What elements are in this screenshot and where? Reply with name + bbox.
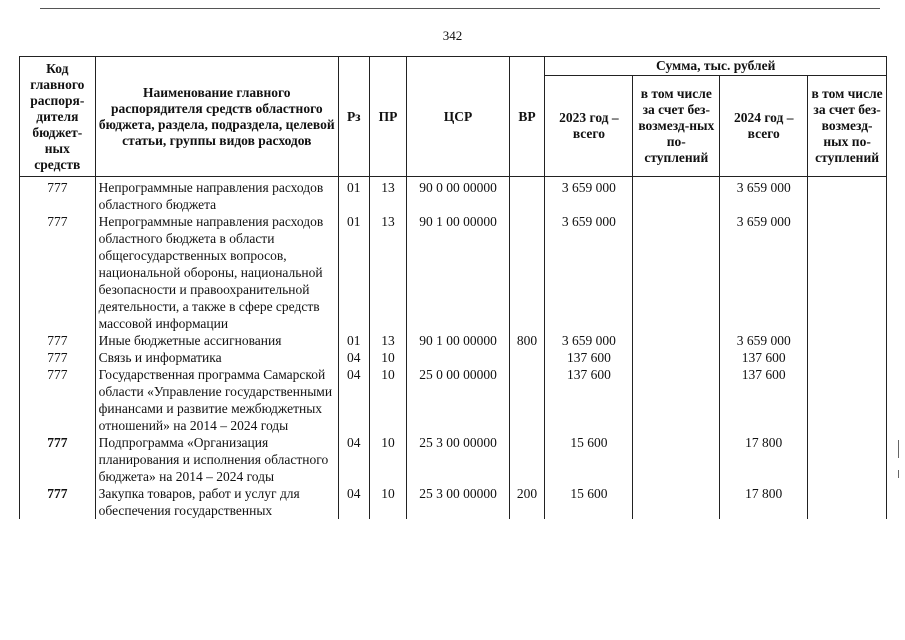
top-rule (40, 8, 880, 9)
cell-2024-total: 137 600 (720, 349, 808, 366)
cell-name: Связь и информатика (95, 349, 338, 366)
cell-csr: 25 3 00 00000 (407, 485, 509, 520)
cell-2023-incl (633, 366, 720, 434)
cell-code: 777 (20, 177, 96, 214)
cell-pr: 13 (369, 177, 407, 214)
cell-2024-incl (808, 349, 887, 366)
cell-rz: 01 (338, 177, 369, 214)
cell-2023-incl (633, 177, 720, 214)
cell-pr: 10 (369, 434, 407, 485)
header-pr: ПР (369, 57, 407, 177)
cell-csr (407, 349, 509, 366)
cell-2023-incl (633, 349, 720, 366)
cell-code: 777 (20, 366, 96, 434)
cell-2024-incl (808, 332, 887, 349)
cell-2024-incl (808, 177, 887, 214)
cell-code: 777 (20, 332, 96, 349)
cell-2024-total: 3 659 000 (720, 177, 808, 214)
cell-rz: 01 (338, 213, 369, 332)
cell-name: Закупка товаров, работ и услуг для обеспечения государственных (95, 485, 338, 520)
cell-rz: 04 (338, 366, 369, 434)
table-row (20, 434, 887, 485)
cell-code: 777 (20, 349, 96, 366)
cell-pr: 13 (369, 213, 407, 332)
table-row (20, 177, 887, 214)
cell-csr: 90 1 00 00000 (407, 332, 509, 349)
cell-2023-total: 15 600 (545, 485, 633, 520)
budget-table (19, 56, 887, 520)
cell-csr: 90 1 00 00000 (407, 213, 509, 332)
header-2023-total: 2023 год – всего (545, 76, 633, 177)
cell-code: 777 (20, 485, 96, 520)
header-sum-group: Сумма, тыс. рублей (545, 57, 887, 76)
cell-2024-incl (808, 213, 887, 332)
cell-csr: 25 3 00 00000 (407, 434, 509, 485)
cell-2024-total: 3 659 000 (720, 332, 808, 349)
cell-name: Государственная программа Самарской области «Управление государственными финансами и развитие межбюджетных отношений» на 2014 – 2024 годы (95, 366, 338, 434)
cell-2023-incl (633, 434, 720, 485)
cell-2024-total: 17 800 (720, 485, 808, 520)
cell-2024-incl (808, 366, 887, 434)
cell-2023-incl (633, 213, 720, 332)
table-body (20, 177, 887, 520)
cell-name: Непрограммные направления расходов областного бюджета (95, 177, 338, 214)
table-row (20, 332, 887, 349)
cell-2023-total: 3 659 000 (545, 213, 633, 332)
cell-rz: 04 (338, 349, 369, 366)
cell-2024-incl (808, 434, 887, 485)
header-2024-total: 2024 год – всего (720, 76, 808, 177)
cell-2023-total: 3 659 000 (545, 332, 633, 349)
table-row (20, 349, 887, 366)
cell-name: Непрограммные направления расходов областного бюджета в области общегосударственных вопросов, национальной обороны, национальной безопасности и правоохранительной деятельности, а также в сфере средств массовой информации (95, 213, 338, 332)
cell-2024-total: 3 659 000 (720, 213, 808, 332)
header-vr: ВР (509, 57, 545, 177)
cell-vr (509, 434, 545, 485)
cell-2023-total: 137 600 (545, 349, 633, 366)
cell-vr (509, 213, 545, 332)
cell-2023-total: 15 600 (545, 434, 633, 485)
cell-name: Подпрограмма «Организация планирования и исполнения областного бюджета» на 2014 – 2024 годы (95, 434, 338, 485)
cell-code: 777 (20, 213, 96, 332)
cell-vr: 200 (509, 485, 545, 520)
cell-vr: 800 (509, 332, 545, 349)
header-rz: Рз (338, 57, 369, 177)
cell-pr: 10 (369, 349, 407, 366)
cell-rz: 04 (338, 434, 369, 485)
cell-2024-total: 137 600 (720, 366, 808, 434)
cell-2023-incl (633, 485, 720, 520)
cell-2023-incl (633, 332, 720, 349)
cell-pr: 10 (369, 485, 407, 520)
header-2024-incl: в том числе за счет без-возмезд-ных по-ступлений (808, 76, 887, 177)
cell-2024-incl (808, 485, 887, 520)
cell-vr (509, 366, 545, 434)
page-number: 342 (442, 28, 463, 43)
cell-2023-total: 137 600 (545, 366, 633, 434)
cell-2024-total: 17 800 (720, 434, 808, 485)
table-row (20, 485, 887, 520)
table-row (20, 366, 887, 434)
cell-pr: 10 (369, 366, 407, 434)
cell-csr: 25 0 00 00000 (407, 366, 509, 434)
header-csr: ЦСР (407, 57, 509, 177)
cell-code: 777 (20, 434, 96, 485)
cell-rz: 04 (338, 485, 369, 520)
cell-2023-total: 3 659 000 (545, 177, 633, 214)
header-name: Наименование главного распорядителя средств областного бюджета, раздела, подраздела, целевой статьи, группы видов расходов (95, 57, 338, 177)
cell-pr: 13 (369, 332, 407, 349)
scan-mark (898, 470, 899, 478)
cell-name: Иные бюджетные ассигнования (95, 332, 338, 349)
header-2023-incl: в том числе за счет без-возмезд-ных по-ступлений (633, 76, 720, 177)
cell-rz: 01 (338, 332, 369, 349)
cell-vr (509, 177, 545, 214)
header-row-1 (20, 57, 887, 76)
cell-csr: 90 0 00 00000 (407, 177, 509, 214)
table-row (20, 213, 887, 332)
header-code: Код главного распоря-дителя бюджет-ных средств (20, 57, 96, 177)
cell-vr (509, 349, 545, 366)
scan-mark (898, 440, 899, 458)
